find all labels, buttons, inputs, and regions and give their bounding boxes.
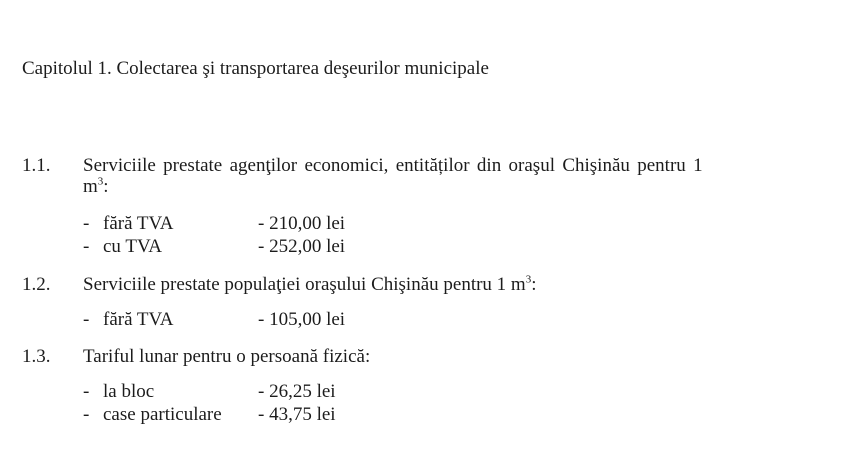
item-label: la bloc (103, 381, 155, 402)
section-text-continuation (83, 176, 109, 198)
section-text-line: Tariful lunar pentru o persoană fizică: (83, 346, 371, 367)
section-text-line: Serviciile prestate agenţilor economici, entităților din oraşul Chişinău pentru 1 (83, 155, 703, 176)
list-dash: - (83, 213, 90, 234)
item-label: fără TVA (103, 309, 174, 330)
item-value: - 105,00 lei (258, 309, 346, 330)
section-text (83, 346, 370, 368)
list-item (83, 404, 336, 426)
item-label: cu TVA (103, 236, 162, 257)
section-text (83, 274, 537, 296)
section-text (83, 155, 703, 177)
list-item (83, 236, 345, 258)
unit-exponent: 3 (97, 175, 104, 188)
punctuation: : (103, 176, 109, 197)
item-label: fără TVA (103, 213, 174, 234)
list-item (83, 213, 345, 235)
list-item (83, 309, 345, 331)
item-value: - 252,00 lei (258, 236, 346, 257)
chapter-title: Capitolul 1. Colectarea şi transportarea deşeurilor municipale (22, 58, 489, 79)
list-dash: - (83, 236, 90, 257)
unit-text: m (83, 176, 98, 197)
item-value: - 26,25 lei (258, 381, 336, 402)
punctuation: : (531, 274, 537, 295)
list-dash: - (83, 404, 90, 425)
list-dash: - (83, 309, 90, 330)
section-number: 1.3. (22, 346, 51, 367)
section-text-line: Serviciile prestate populaţiei oraşului Chişinău pentru 1 m (83, 274, 526, 295)
unit-exponent: 3 (525, 273, 532, 286)
list-item (83, 381, 336, 403)
section-number: 1.2. (22, 274, 51, 295)
item-value: - 43,75 lei (258, 404, 336, 425)
item-value: - 210,00 lei (258, 213, 346, 234)
item-label: case particulare (103, 404, 222, 425)
section-number: 1.1. (22, 155, 51, 176)
list-dash: - (83, 381, 90, 402)
